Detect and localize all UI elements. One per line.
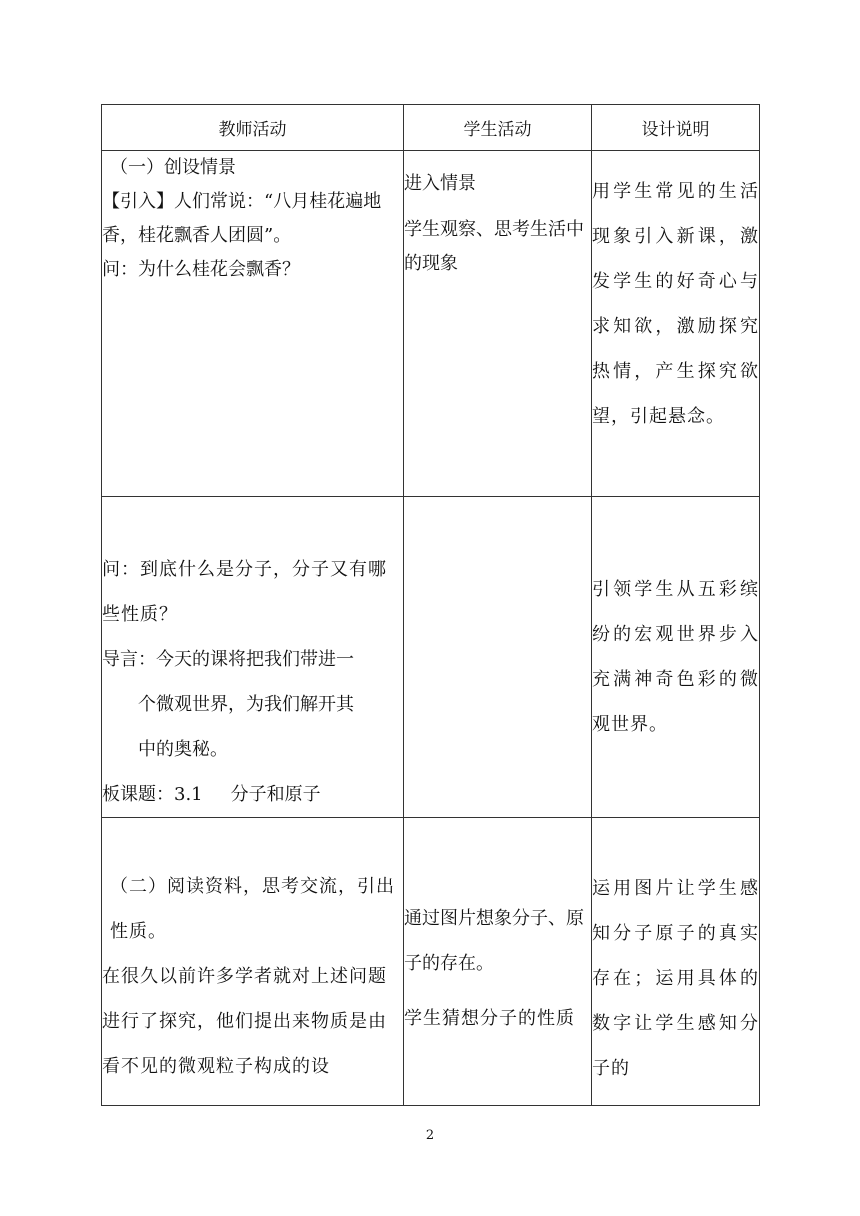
lead-text-cont: 个微观世界，为我们解开其 <box>138 694 354 715</box>
student-text: 进入情景 <box>404 173 476 194</box>
student-text: 学生猜想分子的性质 <box>404 1008 575 1029</box>
design-cell <box>592 497 760 818</box>
design-cell <box>592 818 760 1106</box>
header-design-notes: 设计说明 <box>592 105 760 151</box>
student-text: 通过图片想象分子、原子的存在。 <box>404 908 584 974</box>
board-title <box>102 772 403 817</box>
lead-text: 导言：今天的课将把我们带进一 <box>102 649 354 670</box>
intro-text: 【引入】人们常说：“八月桂花遍地香，桂花飘香人团圆”。 <box>102 191 382 246</box>
section-title: （二）阅读资料，思考交流，引出性质。 <box>110 876 395 942</box>
student-cell <box>404 151 592 497</box>
design-cell <box>592 151 760 497</box>
page-number: 2 <box>425 1128 435 1143</box>
student-cell <box>404 818 592 1106</box>
student-text: 学生观察、思考生活中的现象 <box>404 219 584 274</box>
lead-text-cont: 中的奥秘。 <box>138 739 228 760</box>
table-row <box>102 818 760 1106</box>
table-row <box>102 497 760 818</box>
board-title-label: 板课题：3.1 <box>102 784 203 805</box>
table-header-row <box>102 105 760 151</box>
table-row <box>102 151 760 497</box>
design-text: 引领学生从五彩缤纷的宏观世界步入充满神奇色彩的微观世界。 <box>592 579 759 735</box>
lesson-plan-table <box>101 104 760 1106</box>
design-text: 运用图片让学生感知分子原子的真实存在；运用具体的数字让学生感知分子的 <box>592 878 759 1079</box>
header-student-activity: 学生活动 <box>404 105 592 151</box>
reading-text: 在很久以前许多学者就对上述问题进行了探究，他们提出来物质是由看不见的微观粒子构成的设 <box>102 966 387 1077</box>
question-text: 问：到底什么是分子，分子又有哪些性质？ <box>102 559 387 625</box>
teacher-cell <box>102 151 404 497</box>
question-text: 问：为什么桂花会飘香？ <box>102 259 300 280</box>
board-title-name: 分子和原子 <box>230 784 321 805</box>
header-teacher-activity: 教师活动 <box>102 105 404 151</box>
student-cell <box>404 497 592 818</box>
teacher-cell <box>102 818 404 1106</box>
teacher-cell <box>102 497 404 818</box>
design-text: 用学生常见的生活现象引入新课，激发学生的好奇心与求知欲，激励探究热情，产生探究欲望，引起悬念。 <box>592 181 759 427</box>
section-title: （一）创设情景 <box>110 157 236 178</box>
